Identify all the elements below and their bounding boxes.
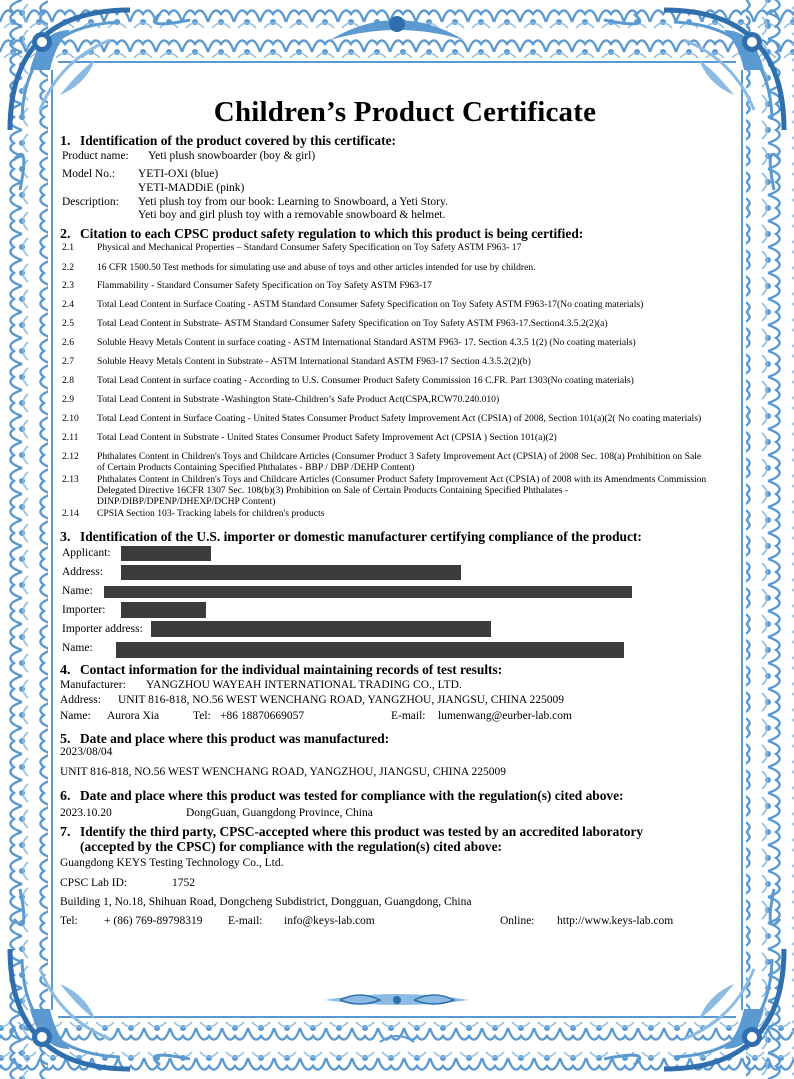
regulation-number: 2.2 (62, 262, 74, 273)
regulation-number: 2.13 (62, 474, 79, 485)
description-line-2: Yeti boy and girl plush toy with a removable snowboard & helmet. (138, 209, 446, 221)
regulation-number: 2.6 (62, 337, 74, 348)
manufacturer-value: YANGZHOU WAYEAH INTERNATIONAL TRADING CO., LTD. (146, 679, 462, 691)
contact-tel-label: Tel: (193, 710, 211, 722)
manufactured-place: UNIT 816-818, NO.56 WEST WENCHANG ROAD, YANGZHOU, JIANGSU, CHINA 225009 (60, 766, 506, 778)
lab-email-value[interactable]: info@keys-lab.com (284, 915, 375, 927)
lab-online-label: Online: (500, 915, 535, 927)
page-title: Children’s Product Certificate (213, 96, 597, 128)
regulation-text: Total Lead Content in Surface Coating - ASTM Standard Consumer Safety Specification on Toy Safety ASTM F963-17(No coating materials) (97, 299, 644, 310)
section-title: Contact information for the individual maintaining records of test results: (80, 662, 503, 677)
section-2-heading (60, 226, 583, 243)
regulation-text: Soluble Heavy Metals Content in Substrate - ASTM International Standard ASTM F963-17 Section 4.3.5.2(2)(b) (97, 356, 531, 367)
regulation-number: 2.9 (62, 394, 74, 405)
section-3-heading (60, 529, 642, 546)
regulation-text: Total Lead Content in surface coating - According to U.S. Consumer Product Safety Commission 16 C.FR. Part 1303(No coating materials) (97, 375, 634, 386)
section-number: 5. (60, 732, 71, 747)
contact-name-label: Name: (60, 710, 91, 722)
section-7-heading-line-2: (accepted by the CPSC) for compliance with the regulation(s) cited above: (80, 839, 502, 854)
manufactured-date: 2023/08/04 (60, 746, 113, 758)
section-4-heading (60, 662, 502, 679)
lab-email-label: E-mail: (228, 915, 263, 927)
description-label: Description: (62, 196, 119, 208)
section-title: Date and place where this product was manufactured: (80, 731, 390, 746)
redacted-name-2 (116, 642, 624, 658)
importer-address-label: Importer address: (62, 623, 143, 635)
redacted-applicant (121, 546, 211, 561)
section-title: Identification of the product covered by this certificate: (80, 133, 396, 148)
redacted-importer (121, 602, 206, 618)
lab-id-value: 1752 (172, 877, 195, 889)
section-number: 6. (60, 789, 71, 804)
name-label: Name: (62, 642, 93, 654)
section-title: Date and place where this product was tested for compliance with the regulation(s) cited above: (80, 788, 624, 803)
tested-place: DongGuan, Guangdong Province, China (186, 807, 373, 819)
product-name-value: Yeti plush snowboarder (boy & girl) (148, 150, 316, 162)
lab-address: Building 1, No.18, Shihuan Road, Dongcheng Subdistrict, Dongguan, Guangdong, China (60, 896, 472, 908)
importer-label: Importer: (62, 604, 106, 616)
lab-online-value[interactable]: http://www.keys-lab.com (557, 915, 674, 927)
section-1-heading (60, 133, 396, 150)
regulation-number: 2.1 (62, 242, 74, 253)
regulation-text: Phthalates Content in Children's Toys and Childcare Articles (Consumer Product Safety Improvement Act (CPSIA) of 2008 with its Amendments Commission (97, 474, 707, 485)
lab-id-label: CPSC Lab ID: (60, 877, 128, 889)
section-number: 3. (60, 530, 71, 545)
description-line-1: Yeti plush toy from our book: Learning to Snowboard, a Yeti Story. (138, 196, 448, 208)
section-6-heading (60, 788, 624, 805)
lab-name: Guangdong KEYS Testing Technology Co., Ltd. (60, 857, 284, 869)
section-title: Identify the third party, CPSC-accepted where this product was tested by an accredited laboratory (80, 824, 644, 839)
address-label: Address: (62, 566, 103, 578)
redacted-address (121, 565, 461, 580)
regulation-text: CPSIA Section 103- Tracking labels for children's products (97, 508, 325, 519)
regulation-text: DINP/DIBP/DPENP/DHEXP/DCHP Content) (97, 496, 276, 507)
model-label: Model No.: (62, 168, 116, 180)
model-value-2: YETI-MADDiE (pink) (138, 182, 245, 194)
regulation-number: 2.4 (62, 299, 74, 310)
regulation-number: 2.7 (62, 356, 74, 367)
model-value-1: YETI-OXi (blue) (138, 168, 219, 180)
section-number: 1. (60, 134, 71, 149)
regulation-text: Soluble Heavy Metals Content in surface coating - ASTM International Standard ASTM F963- 17. Section 4.3.5 1(2) (No coating materials) (97, 337, 636, 348)
regulation-text: 16 CFR 1500.50 Test methods for simulating use and abuse of toys and other articles intended for use by children. (97, 262, 536, 273)
contact-tel-value: +86 18870669057 (220, 710, 305, 722)
regulation-number: 2.14 (62, 508, 79, 519)
regulation-text: Phthalates Content in Children's Toys and Childcare Articles (Consumer Product 3 Safety Improvement Act (CPSIA) of 2008 Sec. 108(a) Prohibition on Sale (97, 451, 702, 462)
section-title: Identification of the U.S. importer or domestic manufacturer certifying compliance of the product: (80, 529, 642, 544)
section-number: 7. (60, 825, 71, 840)
regulation-number: 2.5 (62, 318, 74, 329)
name-label: Name: (62, 585, 93, 597)
contact-email-label: E-mail: (391, 710, 426, 722)
section-number: 2. (60, 227, 71, 242)
product-name-label: Product name: (62, 150, 129, 162)
section-number: 4. (60, 663, 71, 678)
tested-date: 2023.10.20 (60, 807, 112, 819)
section-title: Citation to each CPSC product safety regulation to which this product is being certified: (80, 226, 584, 241)
contact-address-label: Address: (60, 694, 101, 706)
regulation-number: 2.8 (62, 375, 74, 386)
manufacturer-label: Manufacturer: (60, 679, 126, 691)
contact-name-value: Aurora Xia (107, 710, 160, 722)
lab-tel-value: + (86) 769-89798319 (104, 915, 203, 927)
regulation-text: of Certain Products Containing Specified Phthalates - BBP / DBP /DEHP Content) (97, 462, 415, 473)
regulation-text: Total Lead Content in Surface Coating - United States Consumer Product Safety Improvement Act (CPSIA) of 2008, Section 101(a)(2( No coating materials) (97, 413, 702, 424)
redacted-importer-address (151, 621, 491, 637)
regulation-number: 2.3 (62, 280, 74, 291)
lab-tel-label: Tel: (60, 915, 78, 927)
regulation-text: Total Lead Content in Substrate - United States Consumer Product Safety Improvement Act (CPSIA ) Section 101(a)(2) (97, 432, 557, 443)
regulation-text: Physical and Mechanical Properties – Standard Consumer Safety Specification on Toy Safety ASTM F963- 17 (97, 242, 522, 253)
redacted-name (104, 586, 632, 598)
contact-address-value: UNIT 816-818, NO.56 WEST WENCHANG ROAD, YANGZHOU, JIANGSU, CHINA 225009 (118, 694, 564, 706)
regulation-number: 2.12 (62, 451, 79, 462)
regulation-text: Flammability - Standard Consumer Safety Specification on Toy Safety ASTM F963-17 (97, 280, 432, 291)
regulation-text: Total Lead Content in Substrate -Washington State-Children’s Safe Product Act(CSPA,RCW70.240.010) (97, 394, 500, 405)
applicant-label: Applicant: (62, 547, 111, 559)
regulation-text: Delegated Directive 16CFR 1307 Sec. 108(b)(3) Prohibition on Sale of Certain Products Containing Specified Phthalates - (97, 485, 569, 496)
contact-email-value[interactable]: lumenwang@eurber-lab.com (438, 710, 572, 722)
regulation-number: 2.11 (62, 432, 79, 443)
regulation-number: 2.10 (62, 413, 79, 424)
regulation-text: Total Lead Content in Substrate- ASTM Standard Consumer Safety Specification on Toy Safety ASTM F963-17.Section4.3.5.2(2)(a) (97, 318, 608, 329)
